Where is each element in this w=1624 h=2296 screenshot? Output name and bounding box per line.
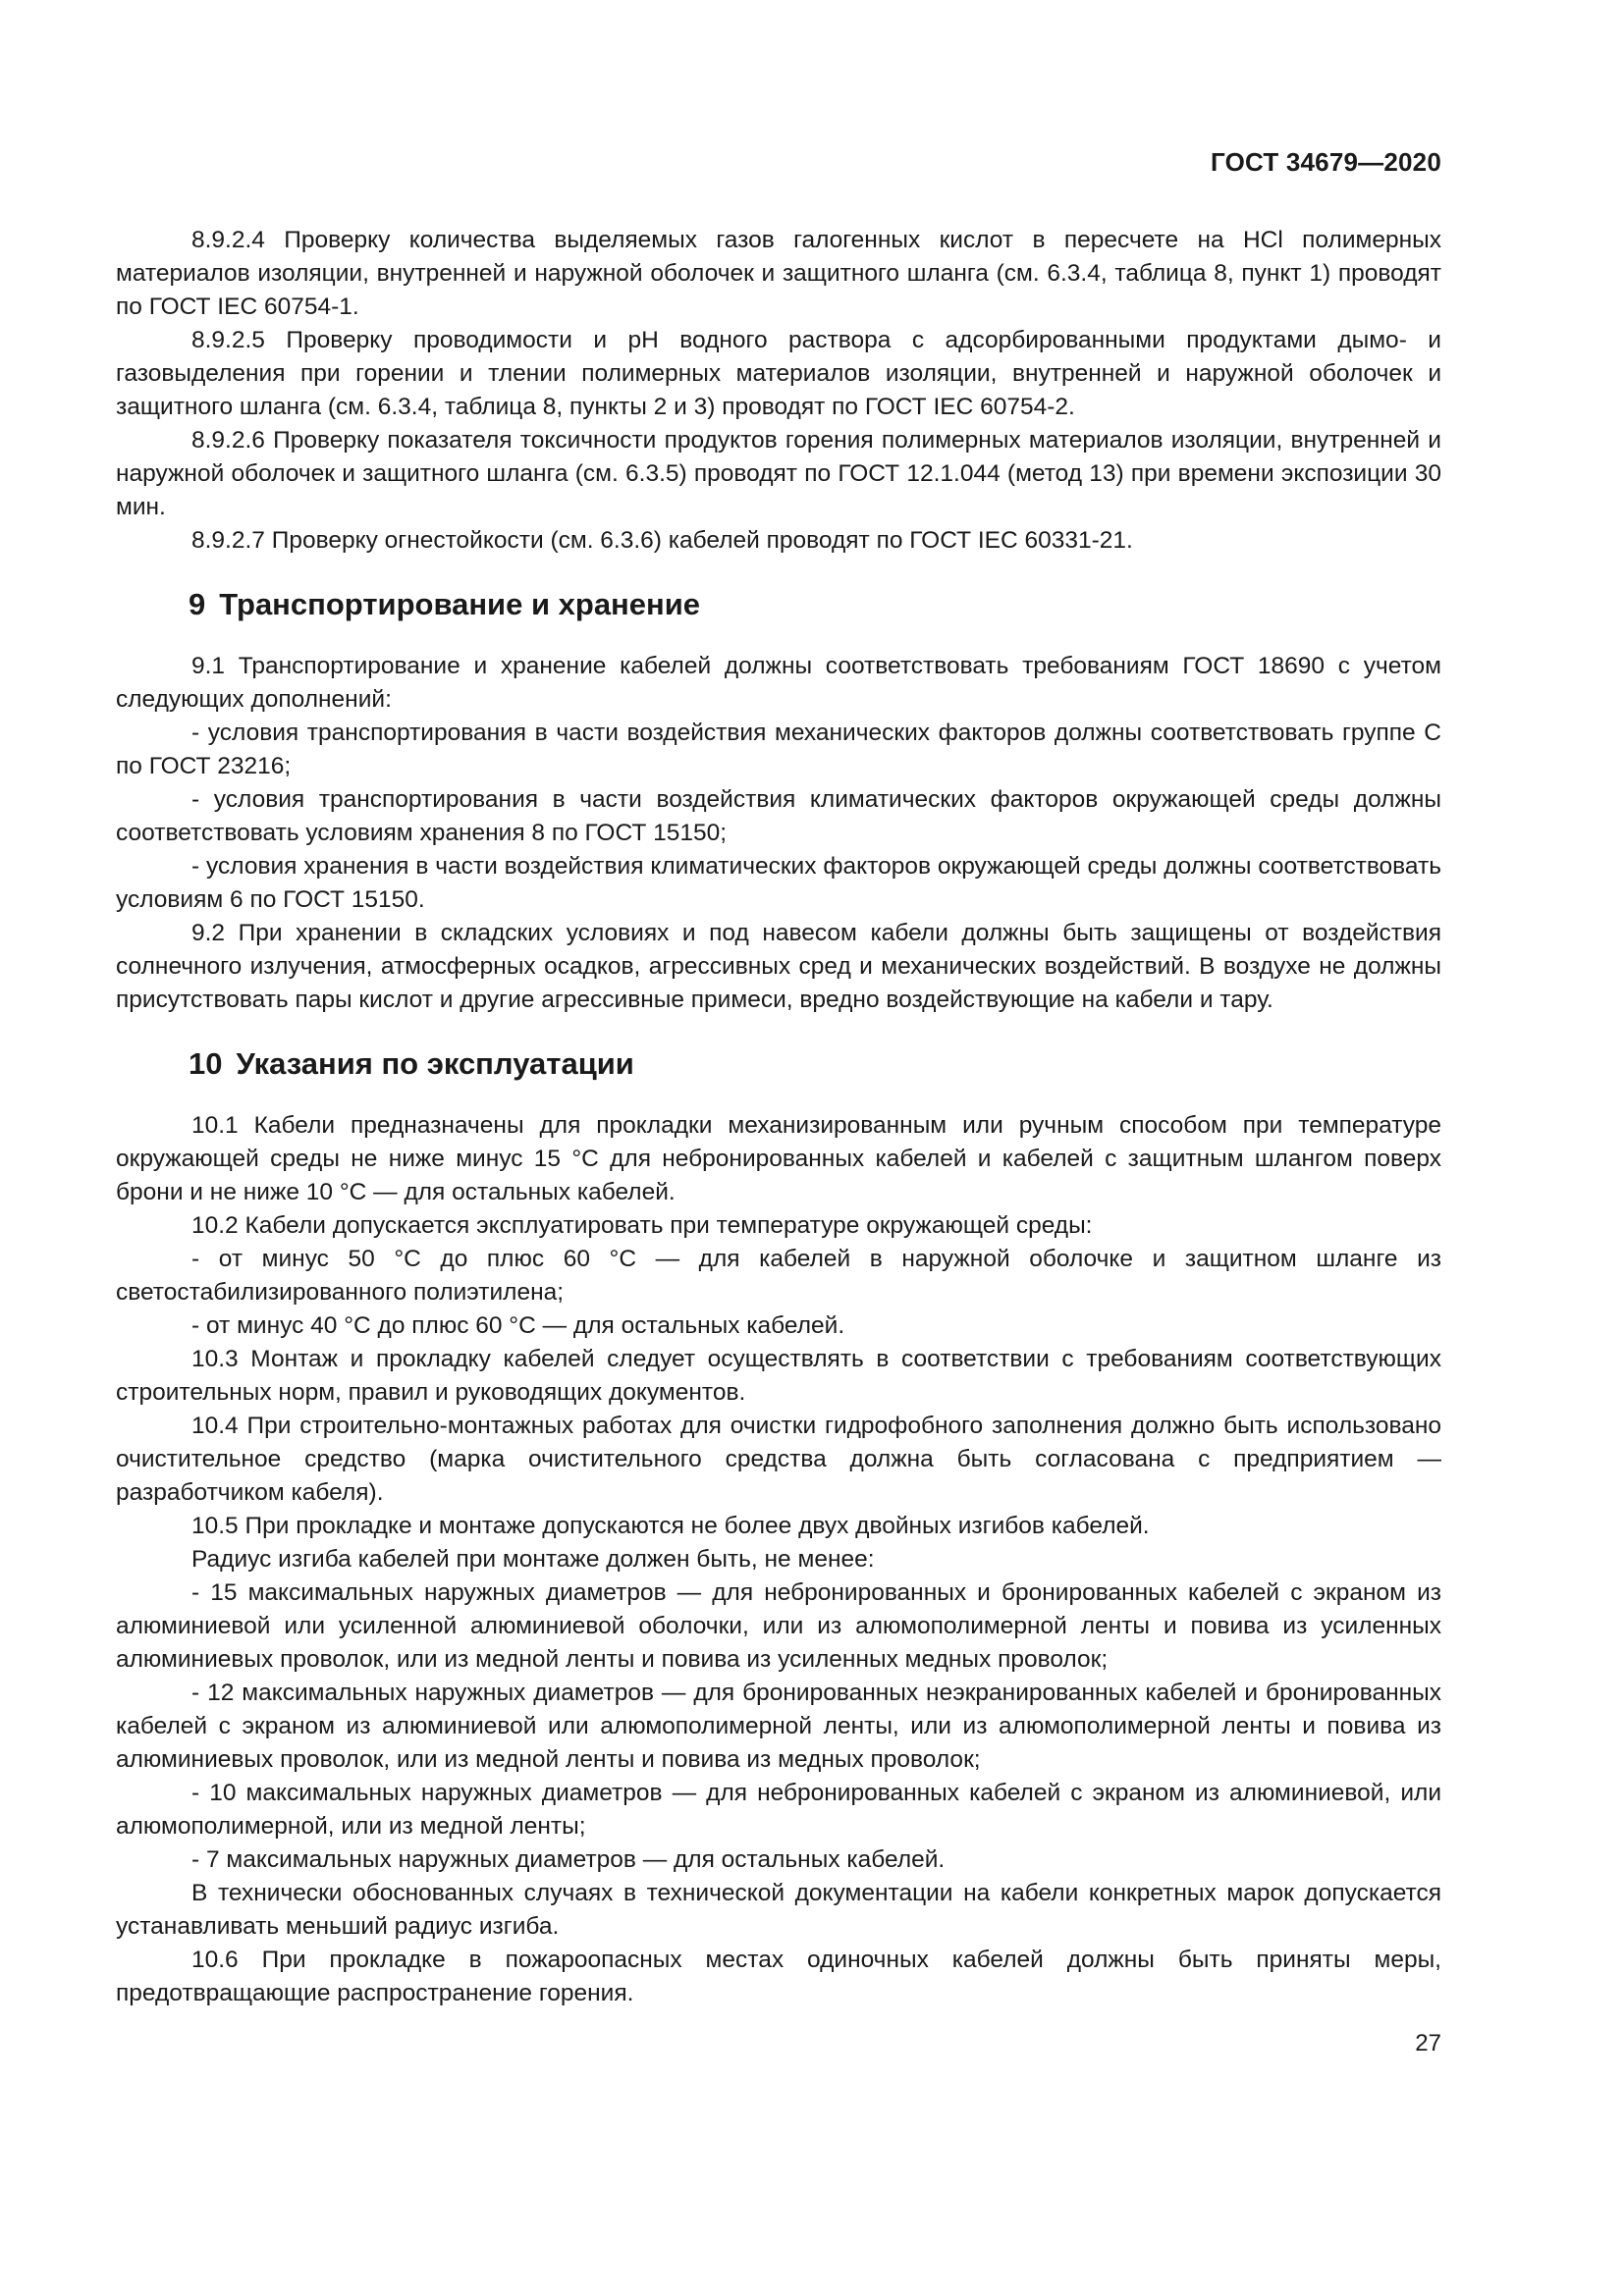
document-body bbox=[116, 224, 1441, 2010]
list-item: - 12 максимальных наружных диаметров — для бронированных неэкранированных кабелей и бронированных кабелей с экраном из алюминиевой или алюмополимерной ленты, или из алюмополимерной ленты и повива из алюминиевых проволок, или из медной ленты и повива из медных проволок; bbox=[116, 1680, 1441, 1773]
paragraph-8-9-2-5: 8.9.2.5 Проверку проводимости и pH водного раствора с адсорбированными продуктами дымо- и газовыделения при горении и тлении полимерных материалов изоляции, внутренней и наружной оболочек и защитного шланга (см. 6.3.4, таблица 8, пункты 2 и 3) проводят по ГОСТ IEC 60754-2. bbox=[116, 327, 1441, 420]
paragraph-10-4: 10.4 При строительно-монтажных работах для очистки гидрофобного заполнения должно быть использовано очистительное средство (марка очистительного средства должна быть согласована с предприятием — разработчиком кабеля). bbox=[116, 1413, 1441, 1506]
paragraph-10-2: 10.2 Кабели допускается эксплуатировать при температуре окружающей среды: bbox=[191, 1212, 1093, 1239]
paragraph-8-9-2-6: 8.9.2.6 Проверку показателя токсичности продуктов горения полимерных материалов изоляции, внутренней и наружной оболочек и защитного шланга (см. 6.3.5) проводят по ГОСТ 12.1.044 (метод 13) при времени экспозиции 30 мин. bbox=[116, 427, 1441, 520]
paragraph-10-3: 10.3 Монтаж и прокладку кабелей следует осуществлять в соответствии с требованиям соответствующих строительных норм, правил и руководящих документов. bbox=[116, 1346, 1441, 1406]
section-10-number: 10 bbox=[189, 1046, 223, 1081]
paragraph-10-5: 10.5 При прокладке и монтаже допускаются не более двух двойных изгибов кабелей. bbox=[191, 1513, 1150, 1539]
list-item: - от минус 40 °С до плюс 60 °С — для остальных кабелей. bbox=[191, 1312, 845, 1339]
section-9-title: Транспортирование и хранение bbox=[219, 587, 701, 621]
paragraph-10-1: 10.1 Кабели предназначены для прокладки механизированным или ручным способом при температуре окружающей среды не ниже минус 15 °С для небронированных кабелей и кабелей с защитным шлангом поверх брони и не ниже 10 °С — для остальных кабелей. bbox=[116, 1112, 1441, 1205]
document-header-id: ГОСТ 34679—2020 bbox=[1211, 147, 1441, 177]
paragraph-8-9-2-4: 8.9.2.4 Проверку количества выделяемых газов галогенных кислот в пересчете на HCl полимерных материалов изоляции, внутренней и наружной оболочек и защитного шланга (см. 6.3.4, таблица 8, пункт 1) проводят по ГОСТ IEC 60754-1. bbox=[116, 227, 1441, 320]
list-item: - условия хранения в части воздействия климатических факторов окружающей среды должны соответствовать условиям 6 по ГОСТ 15150. bbox=[116, 853, 1441, 913]
section-10-title: Указания по эксплуатации bbox=[236, 1046, 634, 1081]
list-item: - 15 максимальных наружных диаметров — для небронированных и бронированных кабелей с экраном из алюминиевой или усиленной алюминиевой оболочки, или из алюмополимерной ленты и повива из усиленных алюминиевых проволок, или из медной ленты и повива из усиленных медных проволок; bbox=[116, 1579, 1441, 1673]
list-item: - условия транспортирования в части воздействия механических факторов должны соответствовать группе С по ГОСТ 23216; bbox=[116, 720, 1441, 779]
paragraph-10-6: 10.6 При прокладке в пожароопасных местах одиночных кабелей должны быть приняты меры, предотвращающие распространение горения. bbox=[116, 1947, 1441, 2006]
section-9-number: 9 bbox=[189, 587, 206, 621]
paragraph-9-2: 9.2 При хранении в складских условиях и под навесом кабели должны быть защищены от воздействия солнечного излучения, атмосферных осадков, агрессивных сред и механических воздействий. В воздухе не должны присутствовать пары кислот и другие агрессивные примеси, вредно воздействующие на кабели и тару. bbox=[116, 920, 1441, 1013]
section-9-heading bbox=[116, 585, 1441, 624]
page-number: 27 bbox=[1415, 2030, 1441, 2056]
section-10-heading bbox=[116, 1044, 1441, 1084]
paragraph-8-9-2-7: 8.9.2.7 Проверку огнестойкости (см. 6.3.6) кабелей проводят по ГОСТ IEC 60331-21. bbox=[191, 527, 1133, 554]
list-item: - 10 максимальных наружных диаметров — для небронированных кабелей с экраном из алюминиевой, или алюмополимерной, или из медной ленты; bbox=[116, 1780, 1441, 1840]
list-item: - 7 максимальных наружных диаметров — для остальных кабелей. bbox=[191, 1846, 946, 1873]
paragraph-justified-cases: В технически обоснованных случаях в технической документации на кабели конкретных марок допускается устанавливать меньший радиус изгиба. bbox=[116, 1880, 1441, 1940]
list-item: - условия транспортирования в части воздействия климатических факторов окружающей среды должны соответствовать условиям хранения 8 по ГОСТ 15150; bbox=[116, 786, 1441, 846]
paragraph-9-1: 9.1 Транспортирование и хранение кабелей должны соответствовать требованиям ГОСТ 18690 с учетом следующих дополнений: bbox=[116, 653, 1441, 713]
list-item: - от минус 50 °С до плюс 60 °С — для кабелей в наружной оболочке и защитном шланге из светостабилизированного полиэтилена; bbox=[116, 1246, 1441, 1306]
paragraph-bend-radius: Радиус изгиба кабелей при монтаже должен быть, не менее: bbox=[191, 1546, 875, 1573]
